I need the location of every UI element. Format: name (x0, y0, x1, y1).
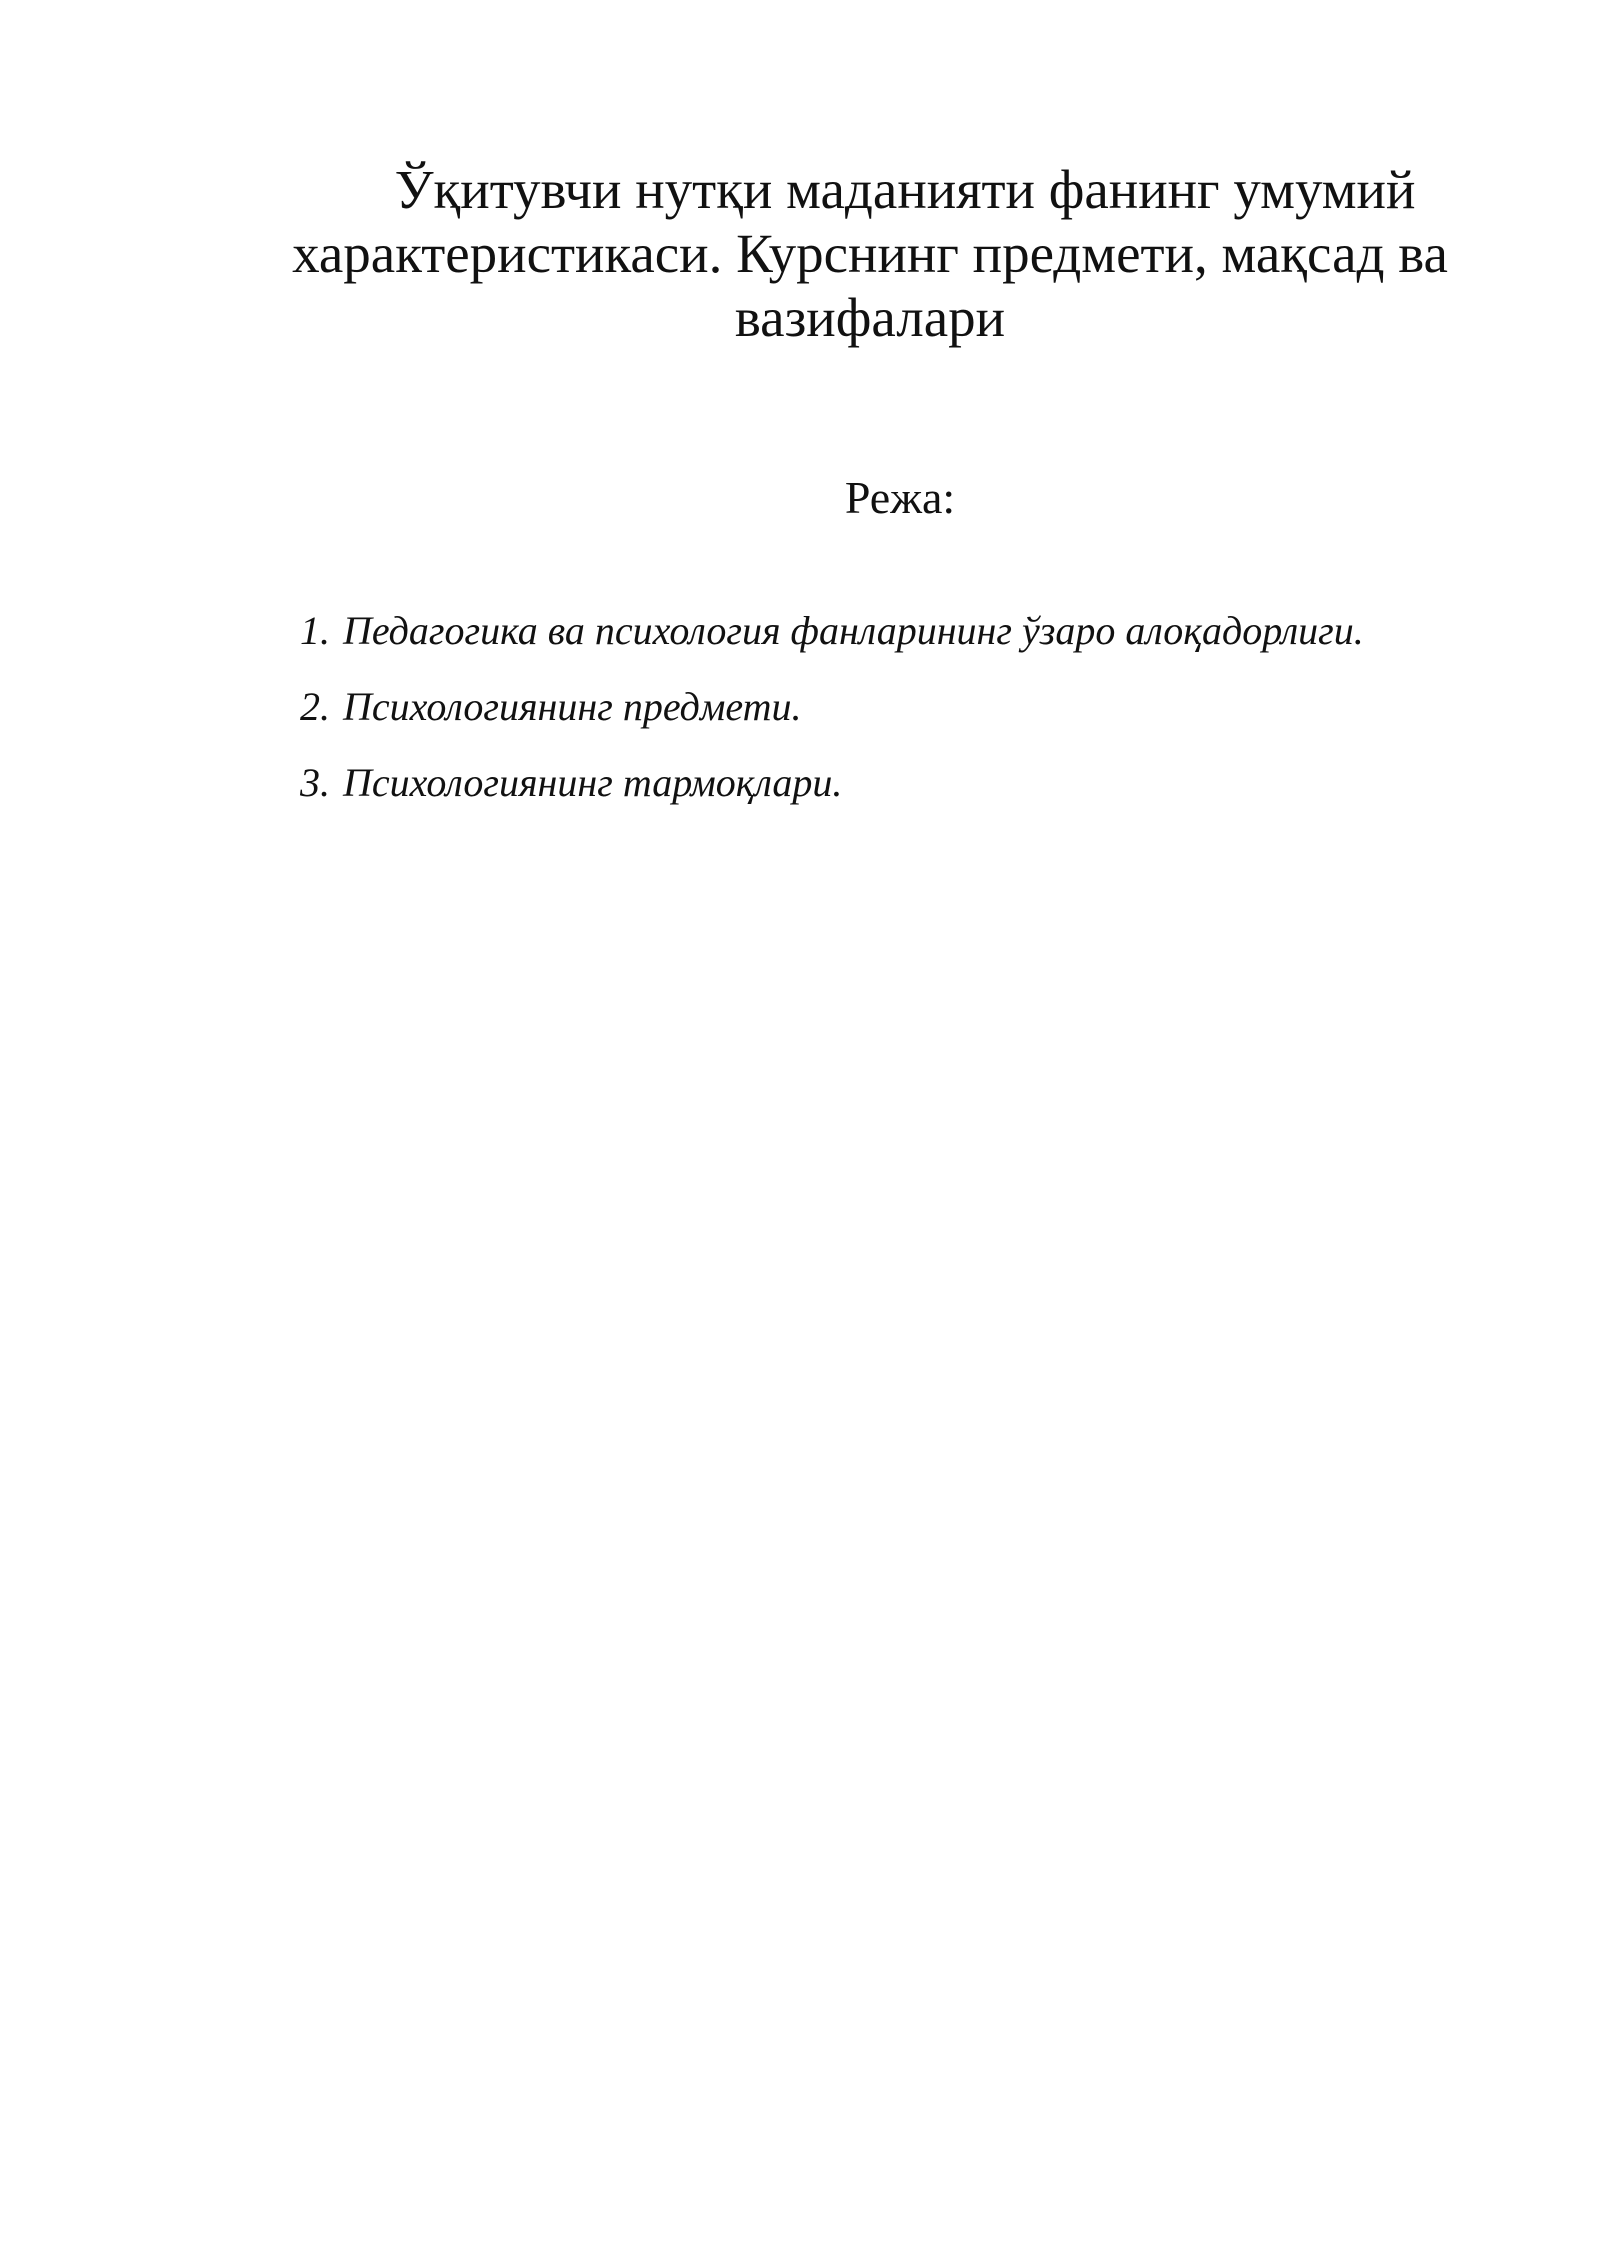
plan-item-number: 3. (300, 760, 330, 805)
plan-item-text: Педагогика ва психология фанларининг ўзаро алоқадорлиги. (343, 608, 1364, 653)
plan-item-1 (300, 605, 1550, 657)
plan-item-number: 2. (300, 684, 330, 729)
document-title: Ўқитувчи нутқи маданияти фанинг умумий характеристикаси. Курснинг предмети, мақсад ва вазифалари (292, 159, 1448, 348)
plan-item-3 (300, 757, 1550, 809)
plan-list (300, 605, 1550, 833)
plan-item-number: 1. (300, 608, 330, 653)
plan-heading: Режа: (844, 472, 956, 523)
plan-item-text: Психологиянинг тармоқлари. (343, 760, 843, 805)
plan-item-text: Психологиянинг предмети. (343, 684, 802, 729)
plan-item-2 (300, 681, 1550, 733)
